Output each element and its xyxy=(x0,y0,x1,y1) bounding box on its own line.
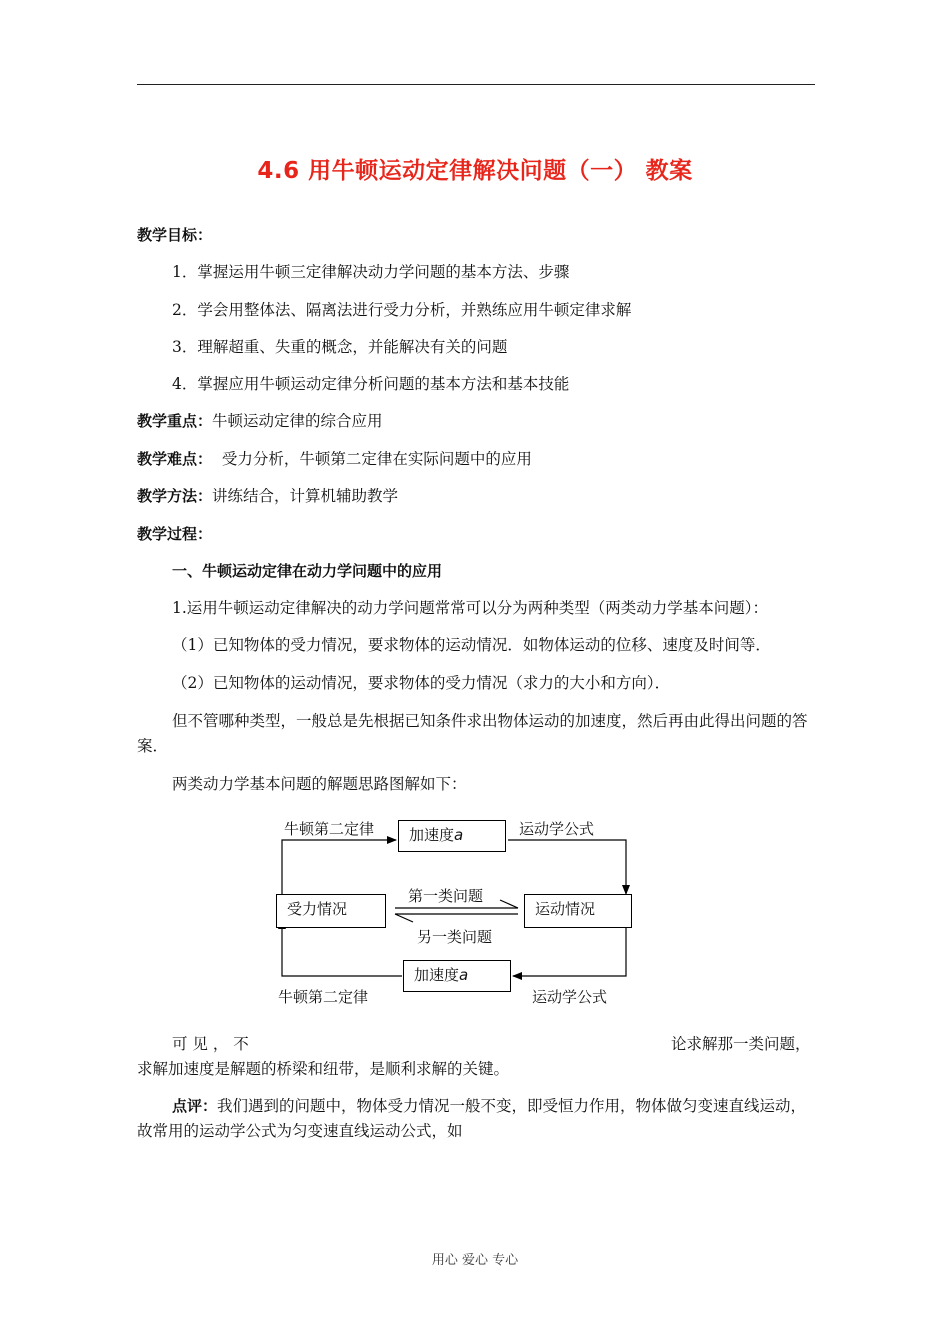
bottom-accel-var: a xyxy=(459,966,469,984)
section1-heading: 一、牛顿运动定律在动力学问题中的应用 xyxy=(172,562,443,580)
conclusion-line-2: 求解加速度是解题的桥梁和纽带，是顺利求解的关键。 xyxy=(137,1060,510,1078)
force-condition-box: 受力情况 xyxy=(276,894,386,928)
objective-item-1: 1．掌握运用牛顿三定律解决动力学问题的基本方法、步骤 xyxy=(172,263,570,281)
comment-text: 我们遇到的问题中，物体受力情况一般不变，即受恒力作用，物体做匀变速直线运动，故常用的运动学公式为匀变速直线运动公式，如 xyxy=(137,1097,807,1140)
page-footer: 用心 爱心 专心 xyxy=(431,1253,519,1268)
top-left-law-label: 牛顿第二定律 xyxy=(284,820,375,838)
key-point-label: 教学重点： xyxy=(137,412,213,430)
bottom-left-law-label: 牛顿第二定律 xyxy=(278,988,369,1006)
objective-item-3: 3．理解超重、失重的概念，并能解决有关的问题 xyxy=(172,338,508,356)
comment-paragraph xyxy=(137,1094,817,1144)
difficulty-row xyxy=(137,449,532,469)
first-type-problem-label: 第一类问题 xyxy=(408,887,484,905)
section1-paragraph-4: 但不管哪种类型，一般总是先根据已知条件求出物体运动的加速度，然后再由此得出问题的答案． xyxy=(137,712,808,755)
motion-condition-box: 运动情况 xyxy=(524,894,632,928)
bottom-right-kinematics-label: 运动学公式 xyxy=(532,988,608,1006)
top-acceleration-box xyxy=(398,820,506,852)
solution-flow-diagram xyxy=(270,810,650,1010)
process-heading: 教学过程： xyxy=(137,525,213,543)
difficulty-label: 教学难点： xyxy=(137,450,213,468)
conclusion-part-1: 可 见 ， 不 xyxy=(172,1035,249,1053)
objective-item-2: 2．学会用整体法、隔离法进行受力分析，并熟练应用牛顿定律求解 xyxy=(172,301,632,319)
conclusion-part-2: 论求解那一类问题， xyxy=(671,1035,811,1053)
arrow-accel-to-motion xyxy=(508,840,626,894)
method-text: 讲练结合，计算机辅助教学 xyxy=(212,487,399,505)
arrow-force-to-accel xyxy=(282,840,396,894)
top-right-kinematics-label: 运动学公式 xyxy=(519,820,595,838)
comment-label: 点评： xyxy=(172,1097,218,1115)
key-point-row xyxy=(137,411,383,431)
arrow-motion-to-accel xyxy=(513,928,626,976)
section1-paragraph-2: （1）已知物体的受力情况，要求物体的运动情况．如物体运动的位移、速度及时间等． xyxy=(172,636,771,654)
objectives-heading: 教学目标： xyxy=(137,226,213,244)
header-rule xyxy=(137,84,815,85)
bottom-acceleration-box xyxy=(403,960,511,992)
method-label: 教学方法： xyxy=(137,487,213,505)
bottom-accel-text: 加速度 xyxy=(414,966,460,984)
arrow-accel-to-force xyxy=(282,920,402,976)
method-row xyxy=(137,486,398,506)
key-point-text: 牛顿运动定律的综合应用 xyxy=(212,412,383,430)
objective-item-4: 4．掌握应用牛顿运动定律分析问题的基本方法和基本技能 xyxy=(172,375,570,393)
difficulty-text: 受力分析，牛顿第二定律在实际问题中的应用 xyxy=(212,450,532,468)
section1-paragraph-3: （2）已知物体的运动情况，要求物体的受力情况（求力的大小和方向）． xyxy=(172,674,671,692)
section1-paragraph-5: 两类动力学基本问题的解题思路图解如下： xyxy=(172,775,467,793)
document-title: 4.6 用牛顿运动定律解决问题（一） 教案 xyxy=(257,158,693,184)
top-accel-text: 加速度 xyxy=(409,826,455,844)
other-type-problem-label: 另一类问题 xyxy=(417,928,493,946)
section1-paragraph-1: 1.运用牛顿运动定律解决的动力学问题常常可以分为两种类型（两类动力学基本问题）： xyxy=(172,599,769,617)
top-accel-var: a xyxy=(454,826,464,844)
